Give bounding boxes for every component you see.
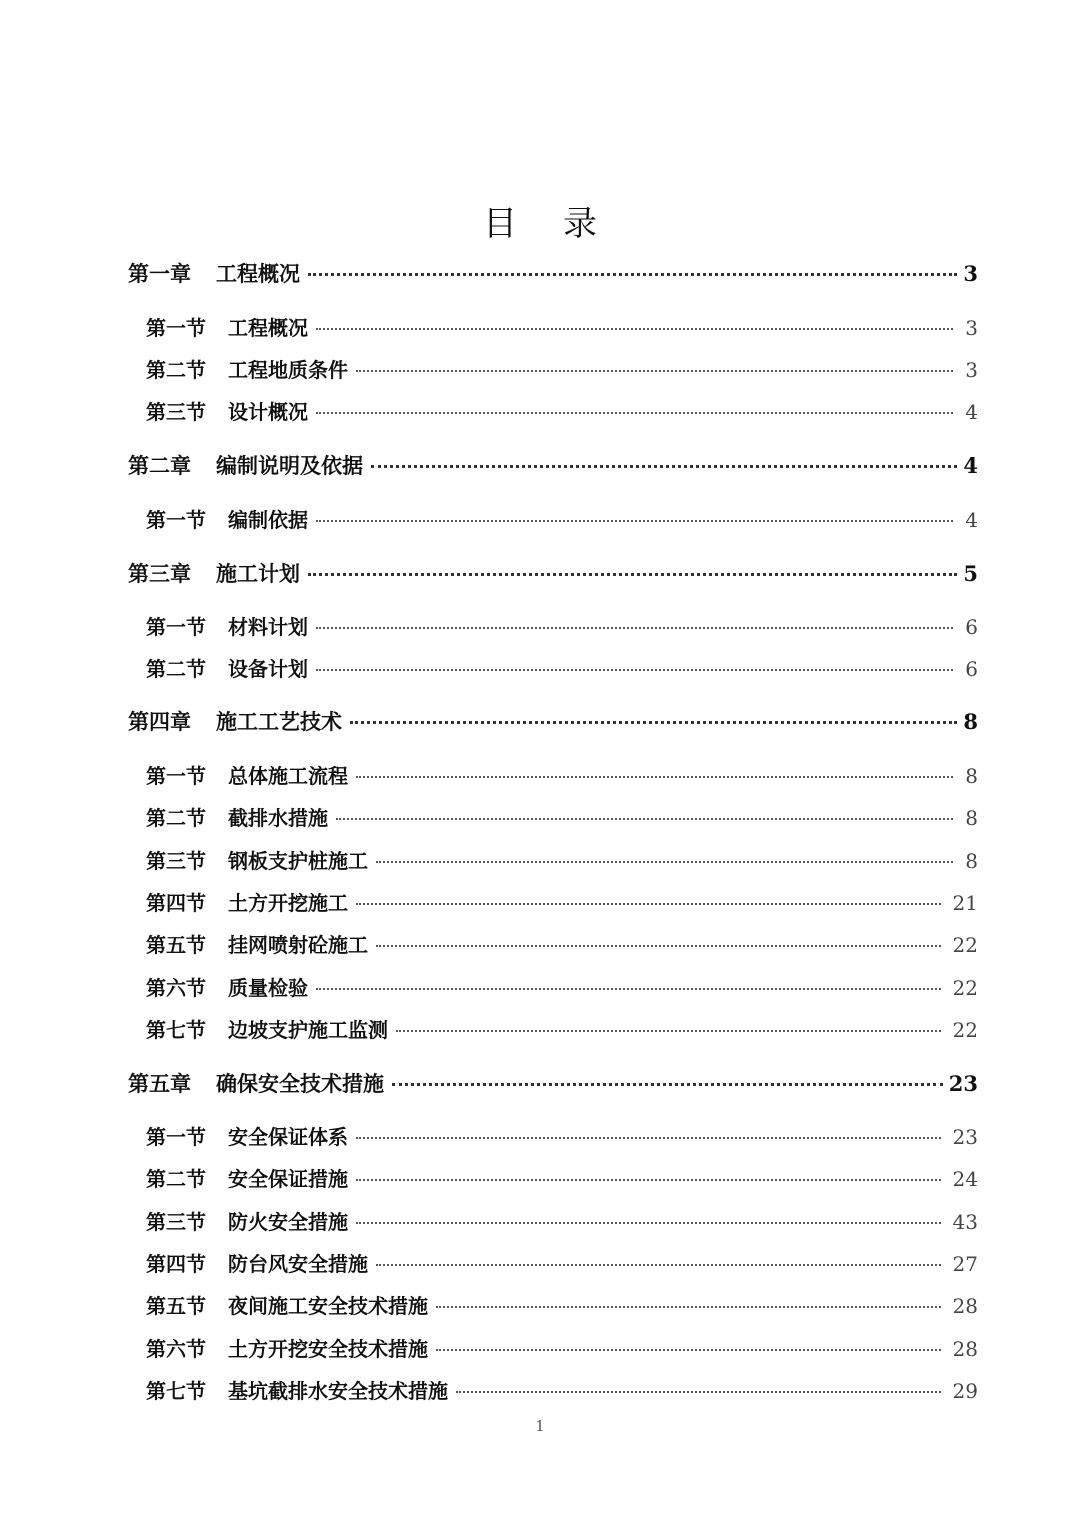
toc-section-page: 22 bbox=[952, 1018, 978, 1042]
toc-section-name: 安全保证体系 bbox=[228, 1125, 348, 1149]
toc-chapter-page: 8 bbox=[963, 709, 978, 734]
toc-section-entry[interactable] bbox=[146, 888, 978, 918]
dot-leader bbox=[356, 370, 953, 372]
toc-section-page: 28 bbox=[952, 1337, 978, 1361]
toc-section-label: 第六节 bbox=[146, 1337, 206, 1361]
toc-section-label: 第五节 bbox=[146, 1294, 206, 1318]
toc-section-page: 8 bbox=[965, 806, 978, 830]
toc-section-label: 第一节 bbox=[146, 615, 206, 639]
dot-leader bbox=[316, 412, 953, 414]
toc-section-entry[interactable] bbox=[146, 973, 978, 1003]
dot-leader bbox=[356, 1179, 941, 1181]
dot-leader bbox=[356, 1137, 941, 1139]
toc-section-entry[interactable] bbox=[146, 612, 978, 642]
toc-chapter-name: 施工计划 bbox=[216, 561, 300, 586]
toc-chapter-page: 3 bbox=[963, 261, 978, 286]
toc-section-entry[interactable] bbox=[146, 1164, 978, 1194]
toc-section-entry[interactable] bbox=[146, 654, 978, 684]
toc-section-page: 8 bbox=[965, 849, 978, 873]
toc-section-label: 第五节 bbox=[146, 933, 206, 957]
toc-chapter-name: 确保安全技术措施 bbox=[216, 1071, 384, 1096]
toc-section-entry[interactable] bbox=[146, 313, 978, 343]
toc-section-name: 土方开挖安全技术措施 bbox=[228, 1337, 428, 1361]
toc-section-page: 3 bbox=[965, 358, 978, 382]
toc-section-label: 第一节 bbox=[146, 316, 206, 340]
toc-chapter-page: 4 bbox=[963, 453, 978, 478]
toc-title: 目录 bbox=[483, 204, 643, 244]
toc-section-entry[interactable] bbox=[146, 1207, 978, 1237]
toc-chapter-entry[interactable] bbox=[128, 559, 978, 589]
toc-section-label: 第三节 bbox=[146, 849, 206, 873]
dot-leader bbox=[396, 1030, 941, 1032]
toc-section-name: 材料计划 bbox=[228, 615, 308, 639]
toc-section-page: 4 bbox=[965, 400, 978, 424]
toc-section-entry[interactable] bbox=[146, 930, 978, 960]
dot-leader bbox=[376, 945, 941, 947]
toc-chapter-label: 第一章 bbox=[128, 261, 191, 286]
toc-section-name: 总体施工流程 bbox=[228, 764, 348, 788]
toc-section-page: 6 bbox=[965, 615, 978, 639]
toc-section-page: 29 bbox=[952, 1379, 978, 1403]
dot-leader bbox=[371, 465, 957, 468]
toc-section-name: 夜间施工安全技术措施 bbox=[228, 1294, 428, 1318]
toc-chapter-name: 工程概况 bbox=[216, 261, 300, 286]
toc-section-page: 24 bbox=[952, 1167, 978, 1191]
toc-section-label: 第四节 bbox=[146, 1252, 206, 1276]
toc-section-name: 安全保证措施 bbox=[228, 1167, 348, 1191]
toc-section-label: 第二节 bbox=[146, 806, 206, 830]
toc-section-label: 第二节 bbox=[146, 1167, 206, 1191]
toc-section-label: 第一节 bbox=[146, 1125, 206, 1149]
toc-section-page: 3 bbox=[965, 316, 978, 340]
toc-section-entry[interactable] bbox=[146, 803, 978, 833]
dot-leader bbox=[392, 1083, 943, 1086]
dot-leader bbox=[316, 520, 953, 522]
toc-section-page: 6 bbox=[965, 657, 978, 681]
toc-section-page: 28 bbox=[952, 1294, 978, 1318]
toc-section-entry[interactable] bbox=[146, 1334, 978, 1364]
toc-section-entry[interactable] bbox=[146, 761, 978, 791]
dot-leader bbox=[308, 273, 957, 276]
toc-chapter-page: 23 bbox=[948, 1071, 978, 1096]
toc-section-page: 8 bbox=[965, 764, 978, 788]
toc-section-label: 第四节 bbox=[146, 891, 206, 915]
toc-chapter-entry[interactable] bbox=[128, 259, 978, 289]
toc-section-entry[interactable] bbox=[146, 505, 978, 535]
dot-leader bbox=[356, 903, 941, 905]
toc-section-entry[interactable] bbox=[146, 355, 978, 385]
dot-leader bbox=[316, 328, 953, 330]
toc-section-page: 21 bbox=[952, 891, 978, 915]
toc-section-entry[interactable] bbox=[146, 1122, 978, 1152]
toc-chapter-label: 第五章 bbox=[128, 1071, 191, 1096]
toc-section-label: 第二节 bbox=[146, 358, 206, 382]
toc-chapter-name: 施工工艺技术 bbox=[216, 709, 342, 734]
toc-section-name: 工程地质条件 bbox=[228, 358, 348, 382]
toc-section-page: 43 bbox=[952, 1210, 978, 1234]
toc-section-name: 边坡支护施工监测 bbox=[228, 1018, 388, 1042]
dot-leader bbox=[336, 818, 953, 820]
toc-section-label: 第三节 bbox=[146, 1210, 206, 1234]
toc-section-page: 22 bbox=[952, 933, 978, 957]
toc-chapter-name: 编制说明及依据 bbox=[216, 453, 363, 478]
toc-section-entry[interactable] bbox=[146, 1291, 978, 1321]
toc-chapter-label: 第二章 bbox=[128, 453, 191, 478]
toc-section-label: 第三节 bbox=[146, 400, 206, 424]
toc-chapter-label: 第三章 bbox=[128, 561, 191, 586]
toc-section-name: 截排水措施 bbox=[228, 806, 328, 830]
toc-section-name: 编制依据 bbox=[228, 508, 308, 532]
toc-section-entry[interactable] bbox=[146, 1015, 978, 1045]
dot-leader bbox=[376, 1264, 941, 1266]
toc-section-label: 第七节 bbox=[146, 1379, 206, 1403]
toc-section-name: 基坑截排水安全技术措施 bbox=[228, 1379, 448, 1403]
toc-section-name: 工程概况 bbox=[228, 316, 308, 340]
toc-section-page: 22 bbox=[952, 976, 978, 1000]
toc-section-name: 防台风安全措施 bbox=[228, 1252, 368, 1276]
dot-leader bbox=[356, 776, 953, 778]
toc-section-label: 第一节 bbox=[146, 508, 206, 532]
toc-section-label: 第七节 bbox=[146, 1018, 206, 1042]
dot-leader bbox=[376, 861, 953, 863]
toc-section-entry[interactable] bbox=[146, 1376, 978, 1406]
toc-section-label: 第一节 bbox=[146, 764, 206, 788]
toc-chapter-entry[interactable] bbox=[128, 707, 978, 737]
toc-section-page: 23 bbox=[952, 1125, 978, 1149]
dot-leader bbox=[316, 669, 953, 671]
dot-leader bbox=[316, 988, 941, 990]
dot-leader bbox=[308, 573, 957, 576]
toc-section-name: 设计概况 bbox=[228, 400, 308, 424]
toc-section-name: 设备计划 bbox=[228, 657, 308, 681]
toc-section-entry[interactable] bbox=[146, 846, 978, 876]
toc-section-name: 防火安全措施 bbox=[228, 1210, 348, 1234]
toc-section-page: 4 bbox=[965, 508, 978, 532]
page-number: 1 bbox=[535, 1417, 545, 1435]
dot-leader bbox=[350, 721, 957, 724]
toc-section-entry[interactable] bbox=[146, 1249, 978, 1279]
toc-chapter-entry[interactable] bbox=[128, 1069, 978, 1099]
toc-section-label: 第六节 bbox=[146, 976, 206, 1000]
dot-leader bbox=[436, 1306, 941, 1308]
toc-section-name: 质量检验 bbox=[228, 976, 308, 1000]
dot-leader bbox=[316, 627, 953, 629]
toc-section-name: 挂网喷射砼施工 bbox=[228, 933, 368, 957]
toc-section-name: 钢板支护桩施工 bbox=[228, 849, 368, 873]
toc-section-name: 土方开挖施工 bbox=[228, 891, 348, 915]
dot-leader bbox=[356, 1222, 941, 1224]
toc-chapter-entry[interactable] bbox=[128, 451, 978, 481]
toc-section-page: 27 bbox=[952, 1252, 978, 1276]
toc-section-label: 第二节 bbox=[146, 657, 206, 681]
toc-chapter-page: 5 bbox=[963, 561, 978, 586]
dot-leader bbox=[436, 1349, 941, 1351]
dot-leader bbox=[456, 1391, 941, 1393]
toc-section-entry[interactable] bbox=[146, 397, 978, 427]
toc-chapter-label: 第四章 bbox=[128, 709, 191, 734]
